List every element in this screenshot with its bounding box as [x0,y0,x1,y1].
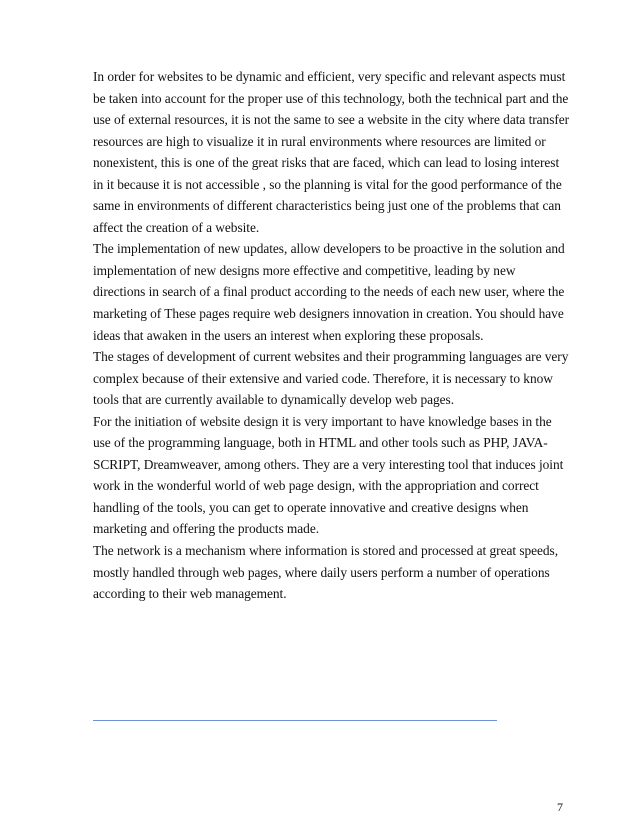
text-line: complex because of their extensive and varied code. Therefore, it is necessary to know [93,370,553,386]
text-line: use of external resources, it is not the same to see a website in the city where data transfer [93,112,570,128]
text-line: affect the creation of a website. [93,219,260,235]
text-line: marketing of These pages require web designers innovation in creation. You should have [93,306,564,322]
text-line: SCRIPT, Dreamweaver, among others. They are a very interesting tool that induces joint [93,456,564,472]
footer-rule [93,720,497,721]
paragraph-1 [93,66,570,238]
text-line: tools that are currently available to dynamically develop web pages. [93,392,454,408]
text-line: nonexistent, this is one of the great risks that are faced, which can lead to losing interest [93,155,560,171]
text-line: The stages of development of current websites and their programming languages are very [93,349,569,365]
text-line: directions in search of a final product according to the needs of each new user, where the [93,284,565,300]
body-text [93,66,570,605]
text-line: mostly handled through web pages, where daily users perform a number of operations [93,564,550,580]
text-line: The implementation of new updates, allow developers to be proactive in the solution and [93,241,565,257]
text-line: marketing and offering the products made. [93,521,320,537]
text-line: according to their web management. [93,586,287,602]
paragraph-3 [93,346,569,411]
text-line: same in environments of different characteristics being just one of the problems that can [93,198,561,214]
paragraph-4 [93,411,564,540]
text-line: work in the wonderful world of web page design, with the appropriation and correct [93,478,539,494]
text-line: resources are high to visualize it in rural environments where resources are limited or [93,133,546,149]
text-line: ideas that awaken in the users an interest when exploring these proposals. [93,327,484,343]
text-line: implementation of new designs more effective and competitive, leading by new [93,262,516,278]
text-line: In order for websites to be dynamic and efficient, very specific and relevant aspects must [93,69,566,84]
paragraph-2 [93,238,565,346]
text-line: The network is a mechanism where information is stored and processed at great speeds, [93,543,559,559]
text-line: be taken into account for the proper use of this technology, both the technical part and the [93,90,569,106]
page-number: 7 [557,800,563,814]
text-line: in it because it is not accessible , so the planning is vital for the good performance of the [93,176,562,192]
text-line: use of the programming language, both in HTML and other tools such as PHP, JAVA- [93,435,548,451]
paragraph-5 [93,540,559,605]
text-line: For the initiation of website design it is very important to have knowledge bases in the [93,413,552,429]
text-line: handling of the tools, you can get to operate innovative and creative designs when [93,499,529,515]
